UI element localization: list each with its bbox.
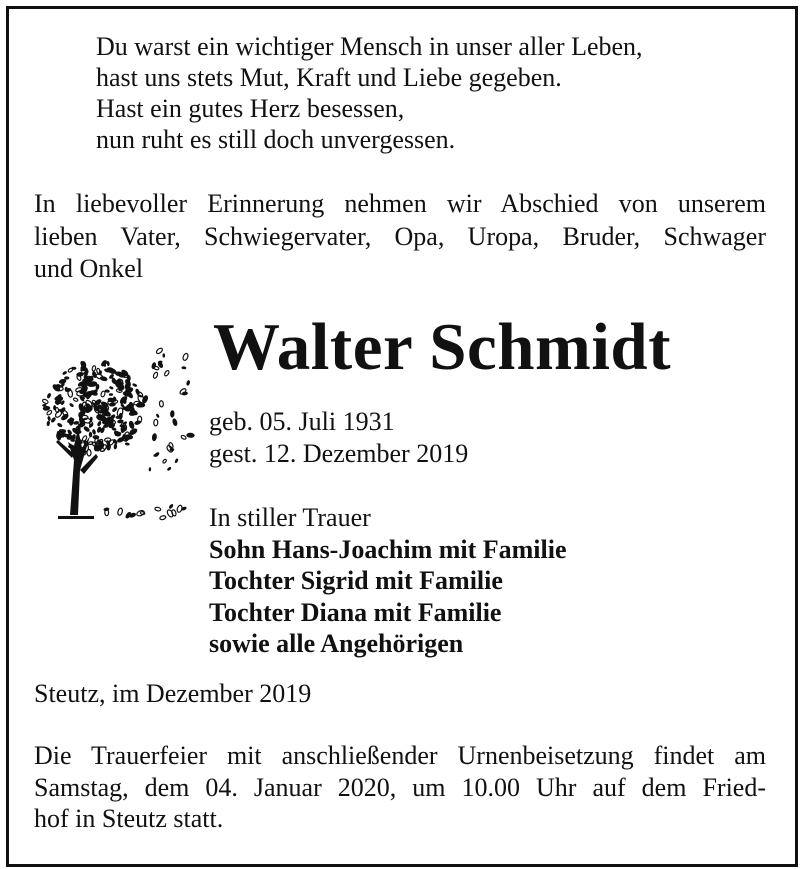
deceased-name: Walter Schmidt xyxy=(213,310,672,384)
intro-line-1: In liebevoller Erinnerung nehmen wir Abschied von unserem xyxy=(34,189,766,218)
mourner-3: Tochter Diana mit Familie xyxy=(209,598,502,627)
mourner-4: sowie alle Angehörigen xyxy=(209,629,464,658)
poem-line-1: Du warst ein wichtiger Mensch in unser aller Leben, xyxy=(96,32,643,61)
funeral-line-3: hof in Steutz statt. xyxy=(34,804,224,833)
funeral-line-1: Die Trauerfeier mit anschließender Urnenbeisetzung findet am xyxy=(34,741,766,770)
poem-line-2: hast uns stets Mut, Kraft und Liebe gegeben. xyxy=(96,63,562,92)
intro-line-2: lieben Vater, Schwiegervater, Opa, Uropa, Bruder, Schwager xyxy=(34,222,766,251)
death-date: gest. 12. Dezember 2019 xyxy=(209,439,469,468)
intro-line-3: und Onkel xyxy=(34,254,144,283)
birth-date: geb. 05. Juli 1931 xyxy=(209,407,395,436)
mourner-2: Tochter Sigrid mit Familie xyxy=(209,566,503,595)
poem-line-4: nun ruht es still doch unvergessen. xyxy=(96,125,456,154)
mourner-1: Sohn Hans-Joachim mit Familie xyxy=(209,535,567,564)
mourners-heading: In stiller Trauer xyxy=(209,503,371,532)
place-date: Steutz, im Dezember 2019 xyxy=(34,679,312,708)
poem-line-3: Hast ein gutes Herz besessen, xyxy=(96,94,405,123)
funeral-line-2: Samstag, dem 04. Januar 2020, um 10.00 Uhr auf dem Fried- xyxy=(34,773,766,802)
tree-with-falling-leaves-icon xyxy=(34,330,204,530)
